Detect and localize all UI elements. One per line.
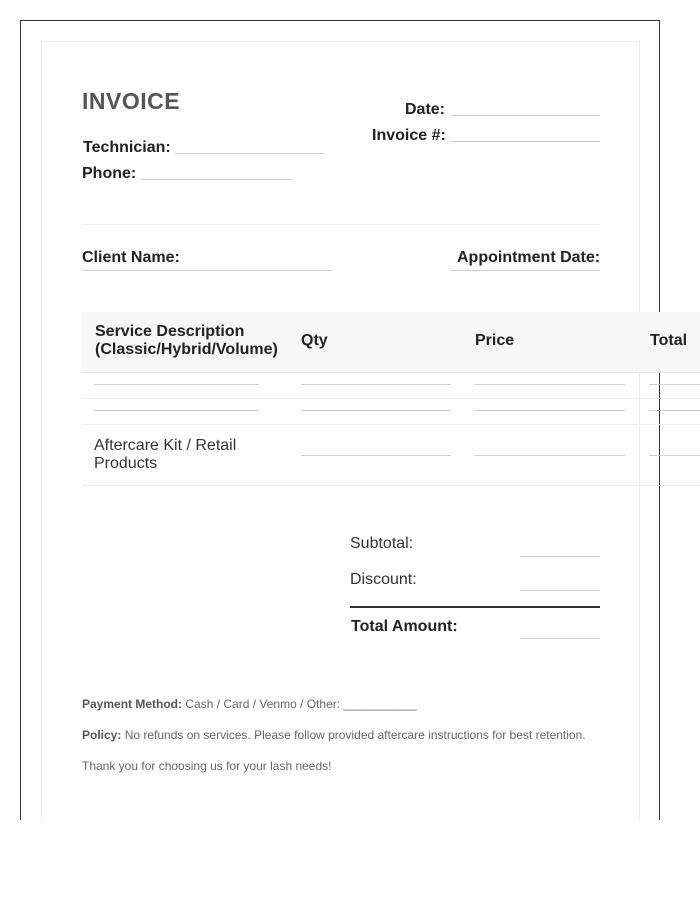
row1-description-field[interactable] [94, 384, 259, 385]
row2-qty-field[interactable] [301, 410, 451, 411]
row2-description-field[interactable] [94, 410, 259, 411]
table-bottom-border [82, 485, 700, 486]
row2-total-field[interactable] [649, 410, 700, 411]
payment-method-note [82, 697, 417, 711]
client-name-label: Client Name: [82, 249, 180, 266]
payment-method-text: Cash / Card / Venmo / Other: ___________ [185, 697, 417, 711]
technician-label: Technician: [83, 139, 171, 156]
row1-total-field[interactable] [649, 384, 700, 385]
technician-field[interactable] [175, 153, 324, 154]
row3-total-field[interactable] [649, 455, 700, 456]
date-label: Date: [405, 101, 446, 118]
phone-field[interactable] [141, 179, 292, 180]
policy-label: Policy: [82, 728, 122, 742]
subtotal-label: Subtotal: [350, 535, 414, 552]
row3-qty-field[interactable] [301, 455, 451, 456]
payment-method-label: Payment Method: [82, 697, 183, 711]
invoice-title: INVOICE [82, 88, 181, 114]
discount-label: Discount: [350, 571, 417, 588]
total-amount-field[interactable] [520, 638, 600, 639]
header-divider [82, 224, 600, 225]
policy-text: No refunds on services. Please follow provided aftercare instructions for best retention. [124, 728, 586, 742]
row3-description-line1: Aftercare Kit / Retail [94, 437, 237, 454]
policy-note [82, 728, 586, 742]
column-header-service: Service Description [95, 323, 245, 340]
total-separator [350, 606, 600, 608]
phone-label: Phone: [82, 165, 137, 182]
appointment-date-label: Appointment Date: [457, 249, 601, 266]
row3-price-field[interactable] [475, 455, 625, 456]
date-field[interactable] [451, 115, 600, 116]
row3-description-line2: Products [94, 455, 158, 472]
column-header-price: Price [475, 332, 515, 349]
discount-field[interactable] [520, 590, 600, 591]
column-header-service-subtitle: (Classic/Hybrid/Volume) [95, 341, 278, 358]
invoice-number-field[interactable] [451, 141, 600, 142]
row2-price-field[interactable] [475, 410, 625, 411]
client-name-field[interactable] [82, 270, 332, 271]
invoice-number-label: Invoice #: [372, 127, 446, 144]
row1-price-field[interactable] [475, 384, 625, 385]
total-amount-label: Total Amount: [351, 618, 458, 635]
thank-you-note: Thank you for choosing us for your lash needs! [82, 759, 332, 773]
table-row-divider [82, 398, 700, 399]
column-header-total: Total [650, 332, 688, 349]
subtotal-field[interactable] [520, 556, 600, 557]
row1-qty-field[interactable] [301, 384, 451, 385]
table-row-divider [82, 424, 700, 425]
appointment-date-field[interactable] [451, 270, 600, 271]
column-header-qty: Qty [301, 332, 328, 349]
